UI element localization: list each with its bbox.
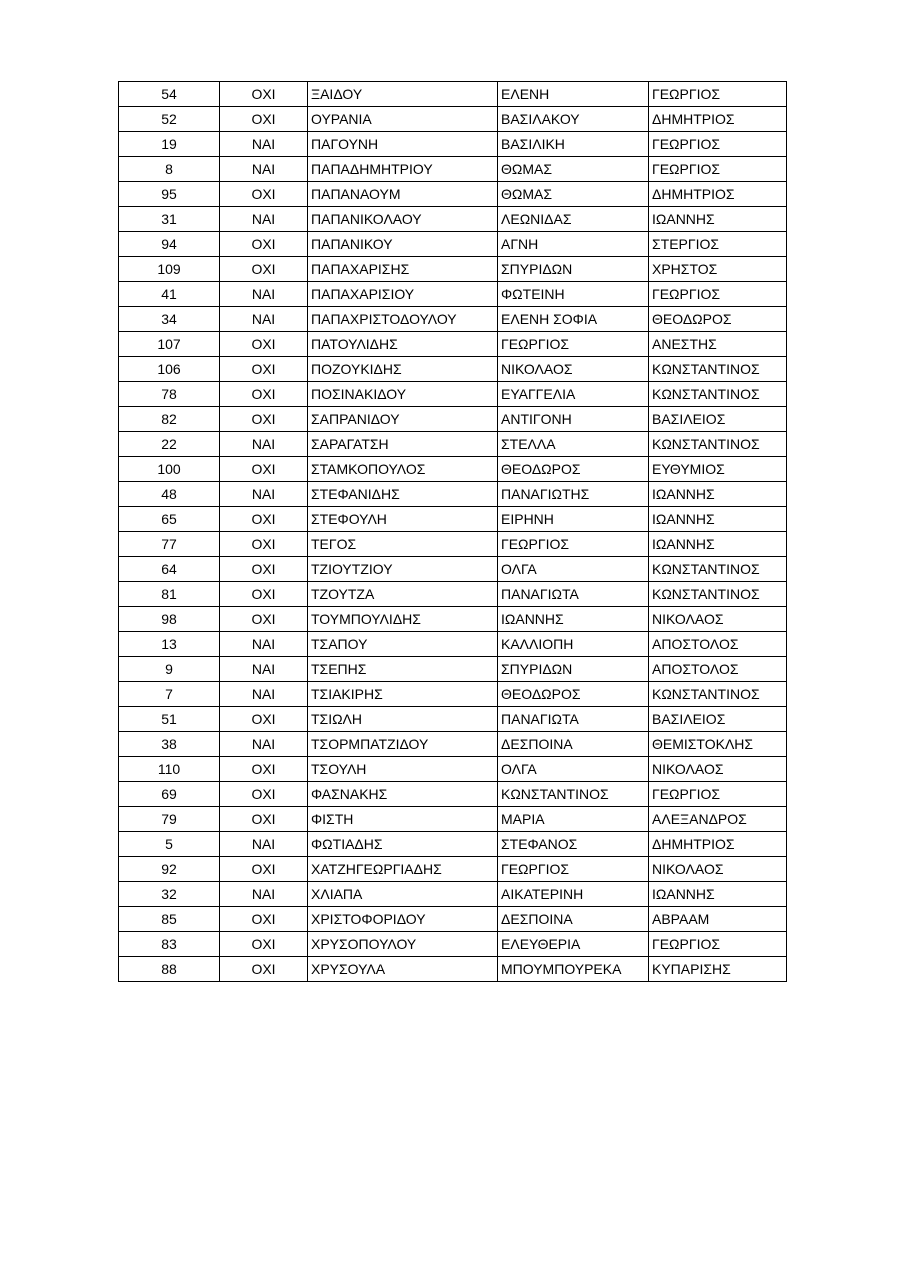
cell-flag: ΟΧΙ <box>220 557 308 582</box>
table-row <box>119 332 787 357</box>
table-row <box>119 807 787 832</box>
cell-first-name: ΕΥΑΓΓΕΛΙΑ <box>498 382 649 407</box>
cell-flag: ΟΧΙ <box>220 257 308 282</box>
cell-surname: ΠΟΣΙΝΑΚΙΔΟΥ <box>308 382 498 407</box>
cell-first-name: ΘΕΟΔΩΡΟΣ <box>498 457 649 482</box>
table-row <box>119 407 787 432</box>
cell-father-name: ΓΕΩΡΓΙΟΣ <box>649 932 787 957</box>
table-row <box>119 557 787 582</box>
cell-id: 98 <box>119 607 220 632</box>
cell-flag: ΝΑΙ <box>220 682 308 707</box>
cell-id: 95 <box>119 182 220 207</box>
cell-id: 109 <box>119 257 220 282</box>
names-table <box>118 81 787 982</box>
cell-id: 32 <box>119 882 220 907</box>
cell-flag: ΟΧΙ <box>220 857 308 882</box>
cell-flag: ΟΧΙ <box>220 507 308 532</box>
table-row <box>119 932 787 957</box>
cell-surname: ΟΥΡΑΝΙΑ <box>308 107 498 132</box>
cell-surname: ΣΑΡΑΓΑΤΣΗ <box>308 432 498 457</box>
cell-surname: ΠΑΠΑΧΑΡΙΣΙΟΥ <box>308 282 498 307</box>
cell-surname: ΠΑΠΑΧΑΡΙΣΗΣ <box>308 257 498 282</box>
cell-father-name: ΓΕΩΡΓΙΟΣ <box>649 157 787 182</box>
cell-first-name: ΑΝΤΙΓΟΝΗ <box>498 407 649 432</box>
cell-flag: ΟΧΙ <box>220 82 308 107</box>
cell-id: 13 <box>119 632 220 657</box>
table-row <box>119 757 787 782</box>
cell-father-name: ΝΙΚΟΛΑΟΣ <box>649 607 787 632</box>
cell-surname: ΠΑΓΟΥΝΗ <box>308 132 498 157</box>
cell-first-name: ΔΕΣΠΟΙΝΑ <box>498 907 649 932</box>
table-row <box>119 832 787 857</box>
cell-first-name: ΠΑΝΑΓΙΩΤΗΣ <box>498 482 649 507</box>
cell-id: 8 <box>119 157 220 182</box>
cell-father-name: ΒΑΣΙΛΕΙΟΣ <box>649 707 787 732</box>
cell-father-name: ΘΕΜΙΣΤΟΚΛΗΣ <box>649 732 787 757</box>
cell-first-name: ΕΛΕΝΗ <box>498 82 649 107</box>
cell-father-name: ΚΩΝΣΤΑΝΤΙΝΟΣ <box>649 382 787 407</box>
cell-flag: ΟΧΙ <box>220 532 308 557</box>
cell-father-name: ΙΩΑΝΝΗΣ <box>649 482 787 507</box>
cell-first-name: ΦΩΤΕΙΝΗ <box>498 282 649 307</box>
cell-id: 69 <box>119 782 220 807</box>
cell-father-name: ΔΗΜΗΤΡΙΟΣ <box>649 182 787 207</box>
cell-father-name: ΑΝΕΣΤΗΣ <box>649 332 787 357</box>
cell-flag: ΝΑΙ <box>220 432 308 457</box>
cell-father-name: ΚΩΝΣΤΑΝΤΙΝΟΣ <box>649 557 787 582</box>
cell-first-name: ΘΩΜΑΣ <box>498 182 649 207</box>
cell-surname: ΠΑΤΟΥΛΙΔΗΣ <box>308 332 498 357</box>
cell-father-name: ΚΥΠΑΡΙΣΗΣ <box>649 957 787 982</box>
cell-first-name: ΙΩΑΝΝΗΣ <box>498 607 649 632</box>
cell-surname: ΤΣΕΠΗΣ <box>308 657 498 682</box>
cell-flag: ΟΧΙ <box>220 107 308 132</box>
table-row <box>119 732 787 757</box>
cell-first-name: ΓΕΩΡΓΙΟΣ <box>498 332 649 357</box>
cell-surname: ΤΖΙΟΥΤΖΙΟΥ <box>308 557 498 582</box>
cell-first-name: ΕΛΕΝΗ ΣΟΦΙΑ <box>498 307 649 332</box>
cell-first-name: ΘΩΜΑΣ <box>498 157 649 182</box>
table-row <box>119 232 787 257</box>
cell-surname: ΤΣΙΩΛΗ <box>308 707 498 732</box>
table-row <box>119 157 787 182</box>
cell-id: 77 <box>119 532 220 557</box>
cell-father-name: ΓΕΩΡΓΙΟΣ <box>649 782 787 807</box>
table-row <box>119 907 787 932</box>
cell-flag: ΟΧΙ <box>220 407 308 432</box>
table-row <box>119 307 787 332</box>
cell-flag: ΟΧΙ <box>220 357 308 382</box>
cell-id: 100 <box>119 457 220 482</box>
cell-first-name: ΠΑΝΑΓΙΩΤΑ <box>498 582 649 607</box>
cell-father-name: ΝΙΚΟΛΑΟΣ <box>649 857 787 882</box>
cell-id: 7 <box>119 682 220 707</box>
cell-id: 51 <box>119 707 220 732</box>
cell-id: 22 <box>119 432 220 457</box>
cell-id: 5 <box>119 832 220 857</box>
cell-surname: ΣΤΕΦΟΥΛΗ <box>308 507 498 532</box>
table-row <box>119 532 787 557</box>
cell-flag: ΝΑΙ <box>220 157 308 182</box>
table-row <box>119 632 787 657</box>
cell-surname: ΧΡΥΣΟΠΟΥΛΟΥ <box>308 932 498 957</box>
cell-id: 41 <box>119 282 220 307</box>
cell-flag: ΟΧΙ <box>220 382 308 407</box>
cell-father-name: ΑΠΟΣΤΟΛΟΣ <box>649 632 787 657</box>
cell-surname: ΤΖΟΥΤΖΑ <box>308 582 498 607</box>
table-row <box>119 82 787 107</box>
cell-father-name: ΣΤΕΡΓΙΟΣ <box>649 232 787 257</box>
cell-surname: ΞΑΙΔΟΥ <box>308 82 498 107</box>
table-row <box>119 482 787 507</box>
cell-id: 94 <box>119 232 220 257</box>
cell-first-name: ΛΕΩΝΙΔΑΣ <box>498 207 649 232</box>
cell-surname: ΤΣΙΑΚΙΡΗΣ <box>308 682 498 707</box>
cell-id: 52 <box>119 107 220 132</box>
cell-flag: ΟΧΙ <box>220 232 308 257</box>
cell-father-name: ΑΒΡΑΑΜ <box>649 907 787 932</box>
cell-first-name: ΒΑΣΙΛΑΚΟΥ <box>498 107 649 132</box>
cell-father-name: ΓΕΩΡΓΙΟΣ <box>649 282 787 307</box>
table-row <box>119 682 787 707</box>
cell-father-name: ΙΩΑΝΝΗΣ <box>649 532 787 557</box>
table-row <box>119 132 787 157</box>
cell-surname: ΤΣΟΡΜΠΑΤΖΙΔΟΥ <box>308 732 498 757</box>
cell-flag: ΟΧΙ <box>220 457 308 482</box>
table-row <box>119 207 787 232</box>
cell-surname: ΣΤΕΦΑΝΙΔΗΣ <box>308 482 498 507</box>
cell-flag: ΝΑΙ <box>220 307 308 332</box>
cell-flag: ΟΧΙ <box>220 807 308 832</box>
table-row <box>119 282 787 307</box>
cell-id: 54 <box>119 82 220 107</box>
cell-id: 106 <box>119 357 220 382</box>
cell-father-name: ΙΩΑΝΝΗΣ <box>649 882 787 907</box>
cell-surname: ΠΑΠΑΔΗΜΗΤΡΙΟΥ <box>308 157 498 182</box>
cell-first-name: ΟΛΓΑ <box>498 757 649 782</box>
cell-first-name: ΟΛΓΑ <box>498 557 649 582</box>
cell-surname: ΠΑΠΑΝΙΚΟΥ <box>308 232 498 257</box>
cell-first-name: ΘΕΟΔΩΡΟΣ <box>498 682 649 707</box>
cell-id: 88 <box>119 957 220 982</box>
cell-surname: ΦΑΣΝΑΚΗΣ <box>308 782 498 807</box>
cell-flag: ΟΧΙ <box>220 607 308 632</box>
cell-flag: ΝΑΙ <box>220 882 308 907</box>
cell-first-name: ΚΩΝΣΤΑΝΤΙΝΟΣ <box>498 782 649 807</box>
cell-id: 38 <box>119 732 220 757</box>
cell-father-name: ΓΕΩΡΓΙΟΣ <box>649 82 787 107</box>
cell-father-name: ΚΩΝΣΤΑΝΤΙΝΟΣ <box>649 582 787 607</box>
cell-father-name: ΔΗΜΗΤΡΙΟΣ <box>649 107 787 132</box>
cell-flag: ΟΧΙ <box>220 707 308 732</box>
cell-flag: ΟΧΙ <box>220 757 308 782</box>
cell-flag: ΟΧΙ <box>220 932 308 957</box>
names-table-body <box>119 82 787 982</box>
cell-first-name: ΣΤΕΛΛΑ <box>498 432 649 457</box>
cell-flag: ΝΑΙ <box>220 632 308 657</box>
cell-father-name: ΙΩΑΝΝΗΣ <box>649 207 787 232</box>
table-row <box>119 857 787 882</box>
cell-first-name: ΜΑΡΙΑ <box>498 807 649 832</box>
cell-first-name: ΠΑΝΑΓΙΩΤΑ <box>498 707 649 732</box>
cell-father-name: ΙΩΑΝΝΗΣ <box>649 507 787 532</box>
cell-flag: ΝΑΙ <box>220 132 308 157</box>
cell-first-name: ΑΙΚΑΤΕΡΙΝΗ <box>498 882 649 907</box>
cell-surname: ΣΑΠΡΑΝΙΔΟΥ <box>308 407 498 432</box>
cell-father-name: ΕΥΘΥΜΙΟΣ <box>649 457 787 482</box>
table-row <box>119 607 787 632</box>
cell-surname: ΠΑΠΑΝΙΚΟΛΑΟΥ <box>308 207 498 232</box>
cell-flag: ΝΑΙ <box>220 732 308 757</box>
cell-flag: ΝΑΙ <box>220 282 308 307</box>
cell-flag: ΟΧΙ <box>220 582 308 607</box>
cell-flag: ΟΧΙ <box>220 957 308 982</box>
table-row <box>119 957 787 982</box>
cell-surname: ΣΤΑΜΚΟΠΟΥΛΟΣ <box>308 457 498 482</box>
table-row <box>119 782 787 807</box>
cell-flag: ΝΑΙ <box>220 482 308 507</box>
cell-id: 9 <box>119 657 220 682</box>
cell-id: 85 <box>119 907 220 932</box>
cell-father-name: ΧΡΗΣΤΟΣ <box>649 257 787 282</box>
cell-first-name: ΚΑΛΛΙΟΠΗ <box>498 632 649 657</box>
cell-id: 82 <box>119 407 220 432</box>
cell-first-name: ΣΠΥΡΙΔΩΝ <box>498 657 649 682</box>
cell-id: 34 <box>119 307 220 332</box>
cell-surname: ΤΕΓΟΣ <box>308 532 498 557</box>
cell-id: 79 <box>119 807 220 832</box>
cell-first-name: ΣΤΕΦΑΝΟΣ <box>498 832 649 857</box>
cell-first-name: ΓΕΩΡΓΙΟΣ <box>498 532 649 557</box>
cell-id: 107 <box>119 332 220 357</box>
cell-surname: ΧΡΙΣΤΟΦΟΡΙΔΟΥ <box>308 907 498 932</box>
table-row <box>119 582 787 607</box>
cell-flag: ΟΧΙ <box>220 782 308 807</box>
cell-flag: ΟΧΙ <box>220 907 308 932</box>
table-row <box>119 257 787 282</box>
cell-id: 81 <box>119 582 220 607</box>
cell-father-name: ΔΗΜΗΤΡΙΟΣ <box>649 832 787 857</box>
cell-flag: ΝΑΙ <box>220 207 308 232</box>
cell-flag: ΟΧΙ <box>220 182 308 207</box>
cell-id: 92 <box>119 857 220 882</box>
cell-first-name: ΑΓΝΗ <box>498 232 649 257</box>
cell-father-name: ΑΛΕΞΑΝΔΡΟΣ <box>649 807 787 832</box>
cell-first-name: ΕΛΕΥΘΕΡΙΑ <box>498 932 649 957</box>
table-row <box>119 457 787 482</box>
cell-flag: ΝΑΙ <box>220 657 308 682</box>
cell-father-name: ΝΙΚΟΛΑΟΣ <box>649 757 787 782</box>
cell-surname: ΤΣΑΠΟΥ <box>308 632 498 657</box>
cell-surname: ΦΙΣΤΗ <box>308 807 498 832</box>
cell-father-name: ΑΠΟΣΤΟΛΟΣ <box>649 657 787 682</box>
cell-father-name: ΚΩΝΣΤΑΝΤΙΝΟΣ <box>649 682 787 707</box>
cell-surname: ΧΡΥΣΟΥΛΑ <box>308 957 498 982</box>
table-row <box>119 357 787 382</box>
table-row <box>119 707 787 732</box>
cell-first-name: ΜΠΟΥΜΠΟΥΡΕΚΑ <box>498 957 649 982</box>
cell-first-name: ΓΕΩΡΓΙΟΣ <box>498 857 649 882</box>
cell-id: 78 <box>119 382 220 407</box>
cell-father-name: ΓΕΩΡΓΙΟΣ <box>649 132 787 157</box>
table-row <box>119 382 787 407</box>
cell-id: 65 <box>119 507 220 532</box>
table-row <box>119 882 787 907</box>
cell-surname: ΠΑΠΑΝΑΟΥΜ <box>308 182 498 207</box>
cell-id: 83 <box>119 932 220 957</box>
cell-father-name: ΚΩΝΣΤΑΝΤΙΝΟΣ <box>649 357 787 382</box>
cell-surname: ΠΑΠΑΧΡΙΣΤΟΔΟΥΛΟΥ <box>308 307 498 332</box>
cell-id: 110 <box>119 757 220 782</box>
cell-flag: ΝΑΙ <box>220 832 308 857</box>
table-row <box>119 507 787 532</box>
cell-id: 31 <box>119 207 220 232</box>
cell-id: 48 <box>119 482 220 507</box>
cell-father-name: ΒΑΣΙΛΕΙΟΣ <box>649 407 787 432</box>
cell-surname: ΦΩΤΙΑΔΗΣ <box>308 832 498 857</box>
cell-father-name: ΘΕΟΔΩΡΟΣ <box>649 307 787 332</box>
cell-flag: ΟΧΙ <box>220 332 308 357</box>
cell-id: 64 <box>119 557 220 582</box>
cell-first-name: ΕΙΡΗΝΗ <box>498 507 649 532</box>
table-row <box>119 432 787 457</box>
cell-first-name: ΒΑΣΙΛΙΚΗ <box>498 132 649 157</box>
cell-first-name: ΣΠΥΡΙΔΩΝ <box>498 257 649 282</box>
table-row <box>119 657 787 682</box>
cell-surname: ΧΑΤΖΗΓΕΩΡΓΙΑΔΗΣ <box>308 857 498 882</box>
table-row <box>119 107 787 132</box>
cell-surname: ΤΣΟΥΛΗ <box>308 757 498 782</box>
cell-first-name: ΔΕΣΠΟΙΝΑ <box>498 732 649 757</box>
cell-surname: ΠΟΖΟΥΚΙΔΗΣ <box>308 357 498 382</box>
table-row <box>119 182 787 207</box>
cell-surname: ΧΛΙΑΠΑ <box>308 882 498 907</box>
cell-first-name: ΝΙΚΟΛΑΟΣ <box>498 357 649 382</box>
cell-id: 19 <box>119 132 220 157</box>
cell-father-name: ΚΩΝΣΤΑΝΤΙΝΟΣ <box>649 432 787 457</box>
cell-surname: ΤΟΥΜΠΟΥΛΙΔΗΣ <box>308 607 498 632</box>
